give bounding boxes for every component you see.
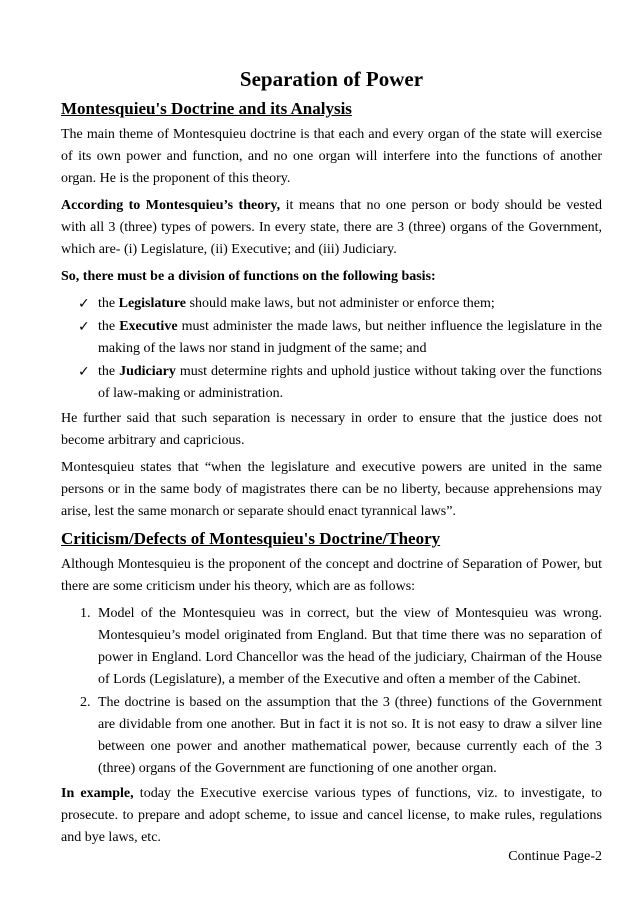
example-text: today the Executive exercise various types of functions, viz. to investigate, to prosecute. to prepare and adopt scheme, to issue and cancel license, to make rules, regulations and bye laws, etc. [61,786,602,845]
lead-according: According to Montesquieu’s theory, [61,198,281,213]
paragraph-although: Although Montesquieu is the proponent of the concept and doctrine of Separation of Power, but there are some criticism under his theory, which are as follows: [61,557,602,594]
section-heading-doctrine: Montesquieu's Doctrine and its Analysis [61,99,352,118]
paragraph-division [61,266,602,288]
checkmark-icon: ✓ [78,364,90,380]
criticism-list [61,603,602,780]
item-text: The doctrine is based on the assumption that the 3 (three) functions of the Government are dividable from one another. But in fact it is not so. It is not easy to draw a silver line between one power and another mathematical power, because currently each of the 3 (three) organs of the Government are functioning of one another organ. [98,695,602,776]
item-post: must determine rights and uphold justice without taking over the functions of law-making or administration. [98,364,603,401]
item-pre: the [98,364,120,379]
checklist-item-executive [61,316,602,360]
continue-page-label: Continue Page-2 [508,849,602,864]
item-text: Model of the Montesquieu was in correct, but the view of Montesquieu was wrong. Montesquieu’s model originated from England. But that time there was no separation of power in England. Lord Chancellor was the head of the judiciary, Chairman of the House of Lords (Legislature), a member of the Executive and often a member of the Cabinet. [98,606,602,687]
checkmark-icon: ✓ [78,296,90,312]
paragraph-according [61,195,602,261]
item-number: 2. [80,695,91,710]
item-post: must administer the made laws, but neither influence the legislature in the making of the laws nor stand in judgment of the same; and [98,319,603,356]
functions-checklist [61,293,602,405]
checklist-item-legislature [61,293,602,315]
paragraph-further: He further said that such separation is necessary in order to ensure that the justice does not become arbitrary and capricious. [61,411,602,448]
according-text: it means that no one person or body should be vested with all 3 (three) types of powers. In every state, there are 3 (three) organs of the Government, which are- (i) Legislature, (ii) Executive; and (iii) Judiciary. [61,198,603,257]
criticism-item [61,692,602,780]
page-title: Separation of Power [239,67,424,91]
lead-example: In example, [61,786,134,801]
item-bold: Legislature [118,296,187,311]
paragraph-example [61,783,602,849]
item-bold: Judiciary [119,364,176,379]
item-number: 1. [80,606,91,621]
checklist-item-judiciary [61,361,602,405]
division-heading: So, there must be a division of functions on the following basis: [61,269,436,284]
item-pre: the [98,319,120,334]
paragraph-main-theme: The main theme of Montesquieu doctrine is that each and every organ of the state will exercise of its own power and function, and no one organ will interfere into the functions of another organ. He is the proponent of this theory. [61,127,602,186]
item-pre: the [98,296,119,311]
item-bold: Executive [119,319,178,334]
section-heading-criticism: Criticism/Defects of Montesquieu's Doctrine/Theory [61,529,441,548]
item-post: should make laws, but not administer or enforce them; [186,296,495,311]
criticism-item [61,603,602,691]
paragraph-quote: Montesquieu states that “when the legislature and executive powers are united in the same persons or in the same body of magistrates there can be no liberty, because apprehensions may arise, lest the same monarch or separate should enact tyrannical laws”. [61,460,602,519]
checkmark-icon: ✓ [78,319,90,335]
